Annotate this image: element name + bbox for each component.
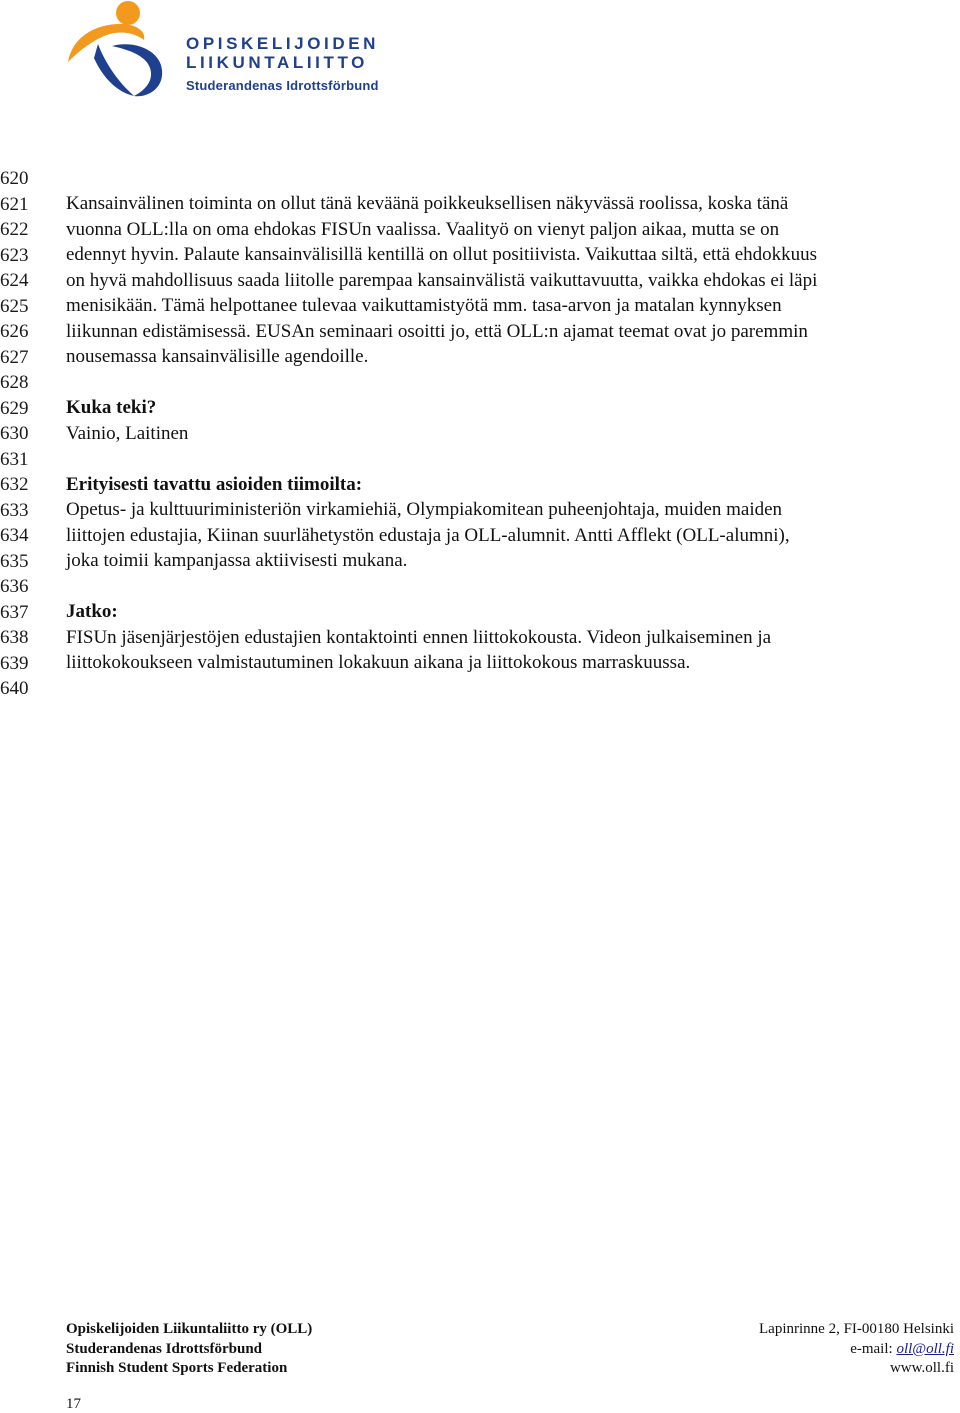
- intro-line: edennyt hyvin. Palaute kansainvälisillä kentillä on ollut positiivista. Vaikuttaa siltä, että ehdokkuus: [66, 244, 818, 265]
- who-text: Vainio, Laitinen: [66, 422, 189, 444]
- line-number: 635: [0, 550, 29, 572]
- line-number: 621: [0, 193, 29, 215]
- line-number: 630: [0, 423, 29, 444]
- footer-org-en: Finnish Student Sports Federation: [66, 1360, 288, 1376]
- logo-mark-icon: [64, 0, 174, 102]
- logo-title-line1: OPISKELIJOIDEN: [186, 34, 380, 53]
- line-number: 628: [0, 372, 29, 393]
- next-line: FISUn jäsenjärjestöjen edustajien kontaktointi ennen liittokokousta. Videon julkaiseminen ja: [66, 626, 772, 648]
- who-section: [66, 395, 956, 446]
- next-line: liittokokoukseen valmistautuminen lokakuun aikana ja liittokokous marraskuussa.: [66, 652, 691, 673]
- met-line: liittojen edustajia, Kiinan suurlähetystön edustaja ja OLL-alumnit. Antti Afflekt (OLL-alumni),: [66, 524, 790, 546]
- line-number: 624: [0, 270, 29, 291]
- intro-line: Kansainvälinen toiminta on ollut tänä keväänä poikkeuksellisen näkyvässä roolissa, koska tänä: [66, 193, 789, 214]
- organization-logo: [64, 0, 380, 102]
- next-section: [66, 599, 956, 676]
- intro-paragraph: [66, 191, 956, 370]
- footer-email-label: e-mail:: [850, 1340, 897, 1357]
- footer-org-sv: Studerandenas Idrottsförbund: [66, 1340, 263, 1357]
- line-number: 637: [0, 601, 29, 623]
- page-footer: [66, 1320, 956, 1380]
- footer-address: Lapinrinne 2, FI-00180 Helsinki: [759, 1321, 954, 1337]
- next-heading: Jatko:: [66, 601, 118, 622]
- line-number: 623: [0, 244, 29, 266]
- footer-contact: [759, 1320, 954, 1379]
- line-number: 632: [0, 474, 29, 495]
- logo-subtitle: Studerandenas Idrottsförbund: [186, 78, 379, 93]
- footer-email-link[interactable]: oll@oll.fi: [896, 1340, 954, 1357]
- intro-line: liikunnan edistämisessä. EUSAn seminaari osoitti jo, että OLL:n ajamat teemat ovat jo paremmin: [66, 320, 808, 342]
- footer-org-fi: Opiskelijoiden Liikuntaliitto ry (OLL): [66, 1321, 313, 1337]
- intro-line: menisikään. Tämä helpottanee tulevaa vaikuttamistyötä mm. tasa-arvon ja matalan kynnyksen: [66, 295, 782, 316]
- line-number: 627: [0, 346, 29, 368]
- line-number: 640: [0, 678, 29, 699]
- met-line: Opetus- ja kulttuuriministeriön virkamiehiä, Olympiakomitean puheenjohtaja, muiden maiden: [66, 499, 783, 520]
- line-number-column: [0, 166, 40, 702]
- line-number: 639: [0, 652, 29, 674]
- logo-title-line2: LIIKUNTALIITTO: [186, 53, 368, 72]
- line-number: 631: [0, 448, 29, 470]
- intro-line: nousemassa kansainvälisille agendoille.: [66, 346, 369, 367]
- line-number: 634: [0, 525, 29, 546]
- line-number: 626: [0, 321, 29, 342]
- document-body: [66, 191, 956, 676]
- line-number: 620: [0, 168, 29, 189]
- who-heading: Kuka teki?: [66, 397, 157, 418]
- line-number: 629: [0, 397, 29, 419]
- line-number: 638: [0, 627, 29, 648]
- intro-line: on hyvä mahdollisuus saada liitolle parempaa kansainvälistä vaikuttavuutta, vaikka ehdokas ei läpi: [66, 269, 818, 291]
- footer-website[interactable]: www.oll.fi: [889, 1360, 954, 1376]
- footer-organization: [66, 1320, 312, 1379]
- page-number: 17: [66, 1396, 81, 1412]
- line-number: 633: [0, 499, 29, 521]
- met-section: [66, 472, 956, 574]
- met-line: joka toimii kampanjassa aktiivisesti mukana.: [66, 550, 408, 571]
- line-number: 622: [0, 219, 29, 240]
- intro-line: vuonna OLL:lla on oma ehdokas FISUn vaalissa. Vaalityö on vienyt paljon aikaa, mutta se on: [66, 218, 780, 240]
- line-number: 636: [0, 576, 29, 597]
- met-heading: Erityisesti tavattu asioiden tiimoilta:: [66, 473, 363, 495]
- line-number: 625: [0, 295, 29, 317]
- footer-email-row: [759, 1340, 954, 1360]
